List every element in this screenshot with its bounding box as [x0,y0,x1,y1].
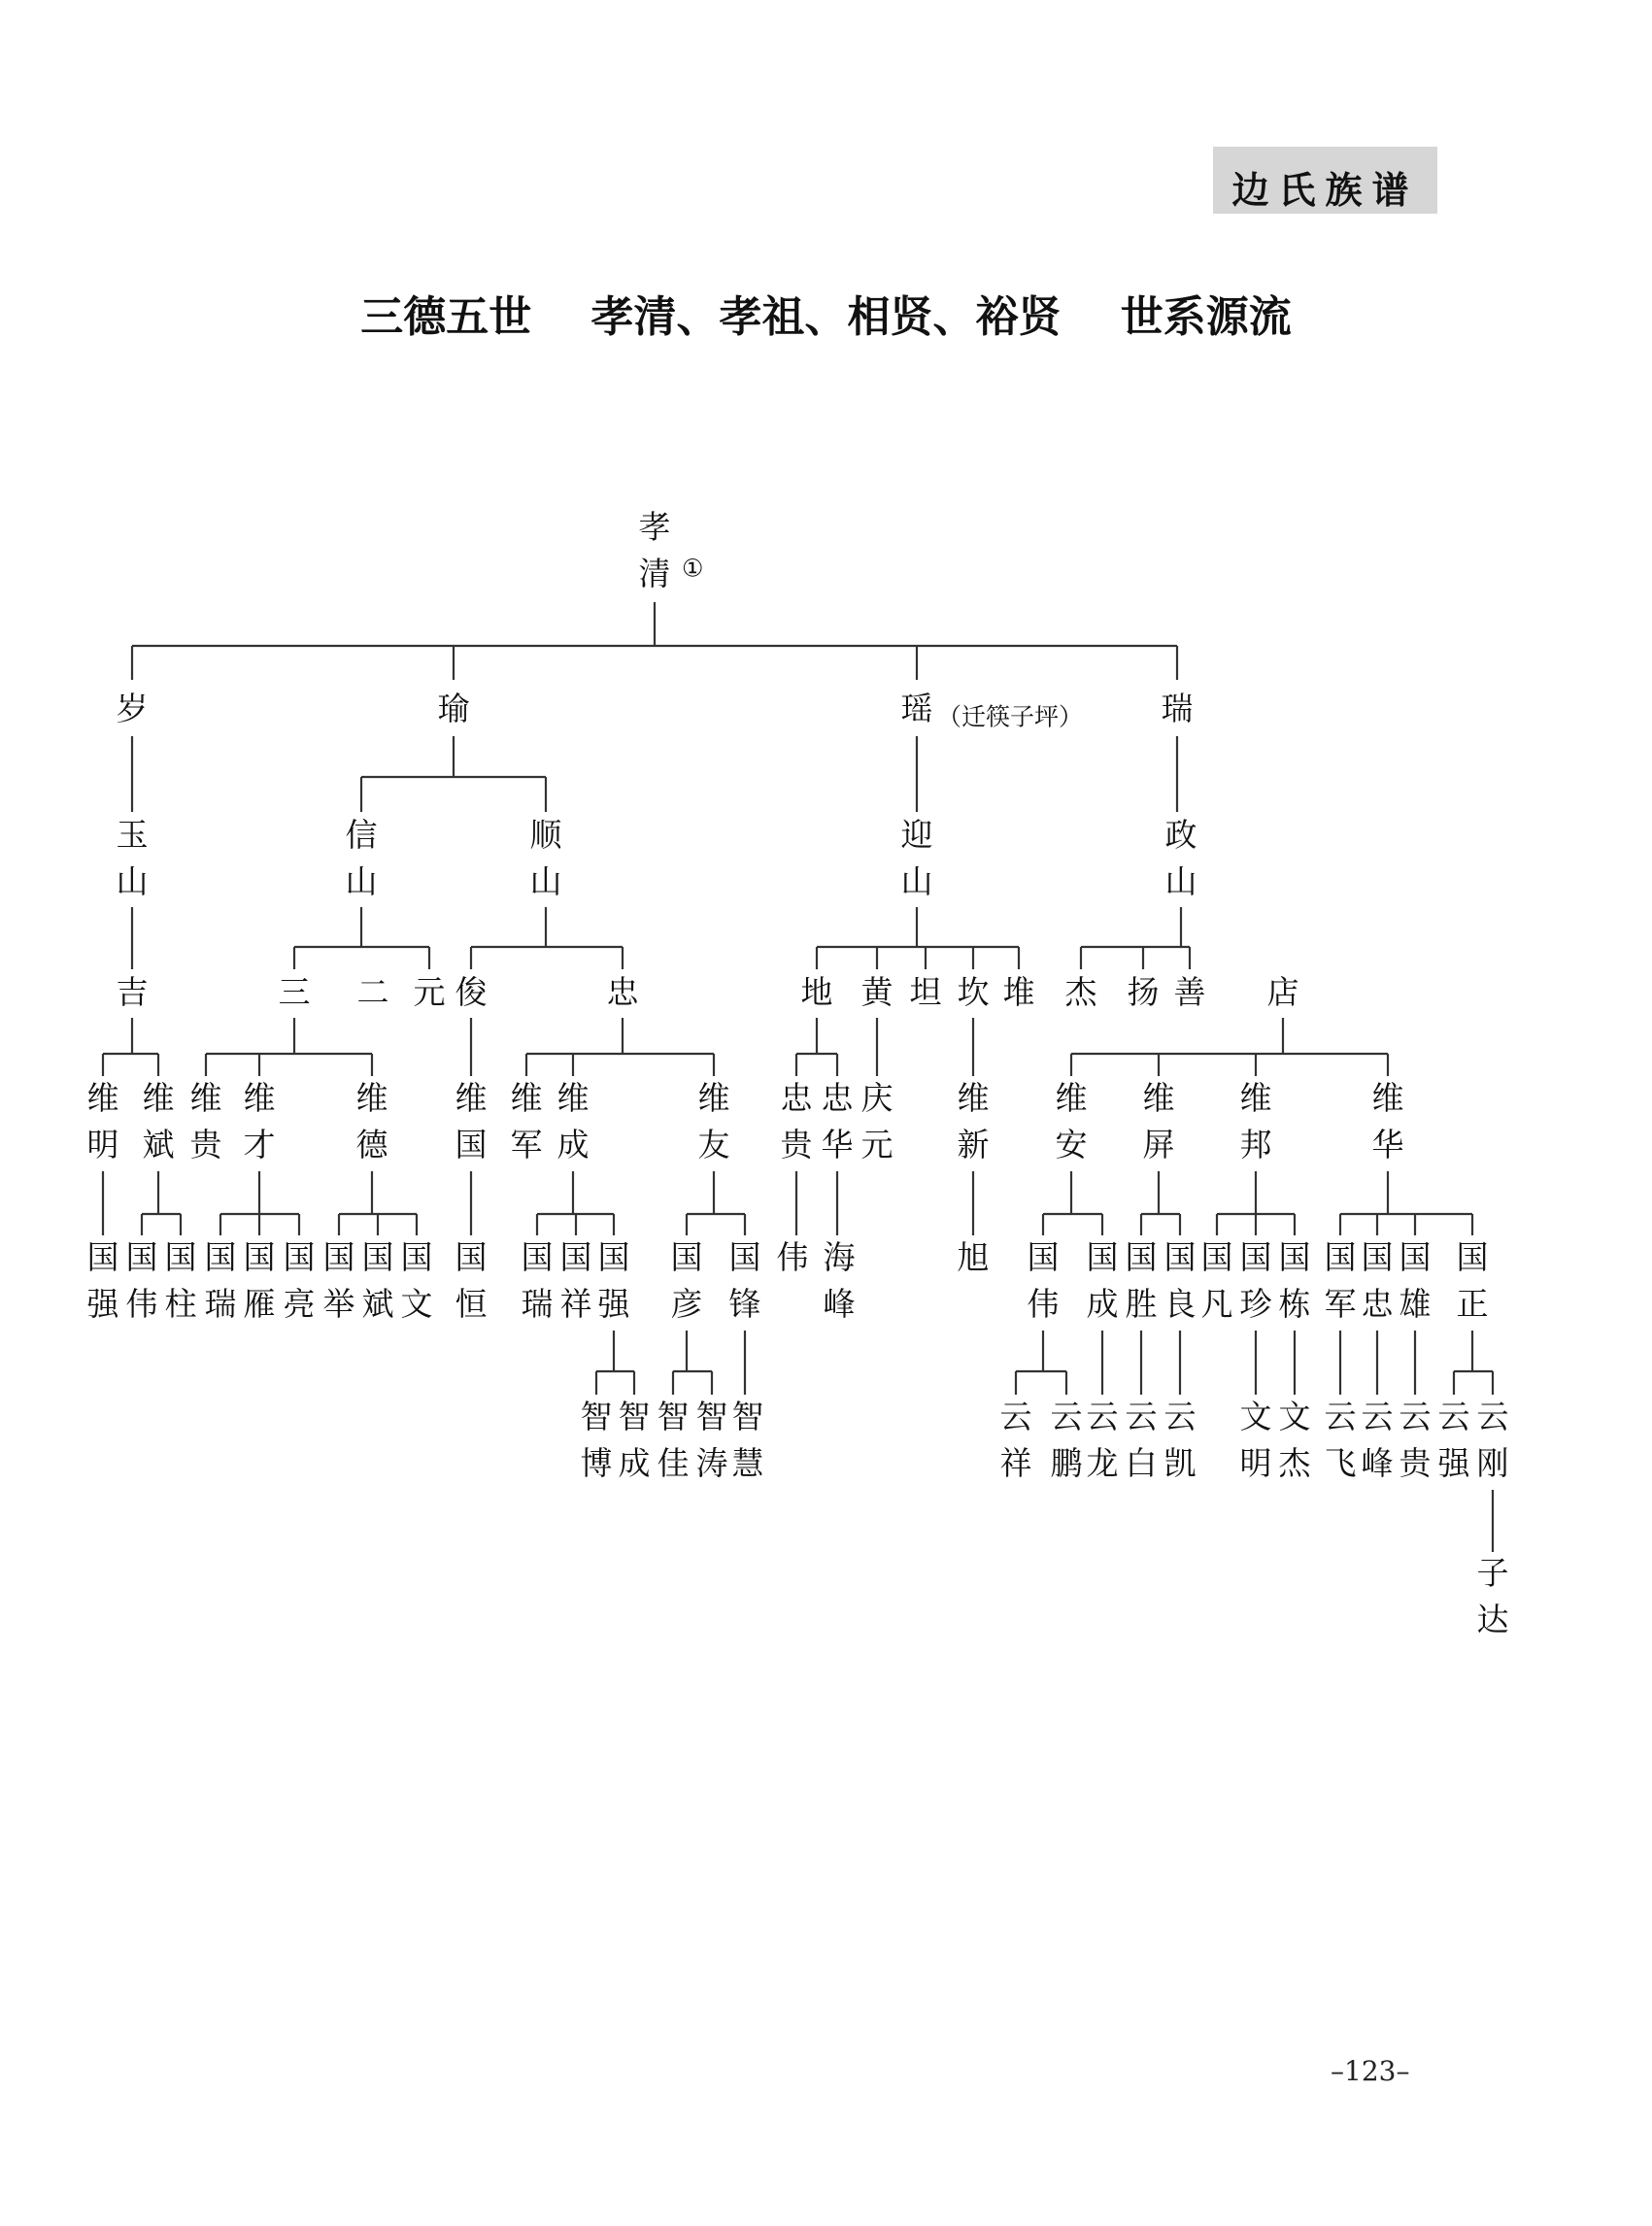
person-name-char: 新 [957,1126,990,1164]
person-g3n [1174,973,1206,1011]
person-g4l [861,1079,893,1164]
person-g2c [530,816,563,900]
person-g5u [1126,1238,1158,1323]
person-name: 扬 [1127,973,1160,1011]
person-name-char: 雁 [243,1285,276,1323]
person-g5l [560,1238,592,1323]
person-g6l [1279,1398,1312,1482]
person-name-char: 清 [638,555,671,592]
person-name-char: 玉 [116,816,149,854]
person-g5c [165,1238,197,1323]
person-g7a [1477,1554,1509,1638]
person-name-char: 雄 [1399,1285,1432,1323]
person-name: 瑞 [1161,690,1194,727]
person-name-char: 云 [1125,1398,1158,1435]
person-name-char: 国 [521,1238,554,1276]
person-name-char: 军 [510,1126,543,1164]
person-name-char: 华 [821,1126,854,1164]
person-name-char: 斌 [361,1285,394,1323]
person-g6j [1164,1398,1197,1482]
person-name-char: 维 [243,1079,276,1117]
page-number: –123– [1331,2055,1410,2087]
person-name-char: 国 [1027,1238,1060,1276]
person-name: 地 [800,973,833,1011]
person-name-char: 国 [1361,1238,1394,1276]
person-g6p [1438,1398,1471,1482]
person-name-char: 智 [580,1398,613,1435]
person-g1d [1162,690,1194,727]
person-g3i [910,973,942,1011]
person-g3g [801,973,833,1011]
person-g4n [1056,1079,1088,1164]
book-title: 边氏族谱 [1231,169,1419,212]
person-name-char: 白 [1125,1444,1158,1482]
person-name: 店 [1266,973,1299,1011]
person-name-char: 子 [1476,1554,1509,1592]
person-name-char: 凡 [1200,1285,1233,1323]
person-g5g [323,1238,355,1323]
person-name-char: 忠 [1361,1285,1394,1323]
person-g2d [901,816,933,900]
person-g5x [1240,1238,1272,1323]
person-name-char: 云 [1399,1398,1432,1435]
person-name-char: 云 [1163,1398,1197,1435]
person-name-char: 智 [695,1398,728,1435]
person-g5o [729,1238,761,1323]
person-name-char: 国 [283,1238,316,1276]
person-name: 二 [356,973,389,1011]
person-name-char: 佳 [657,1444,690,1482]
person-name-char: 伟 [1027,1285,1060,1323]
person-g3o [1267,973,1299,1011]
person-name-char: 德 [355,1126,388,1164]
person-g4e [356,1079,389,1164]
person-name-char: 孝 [638,508,671,546]
person-name-char: 维 [697,1079,730,1117]
person-g4h [557,1079,590,1164]
person-name-char: 国 [559,1238,592,1276]
person-name-char: 达 [1476,1601,1509,1638]
person-name-char: 国 [361,1238,394,1276]
person-name-char: 强 [597,1285,630,1323]
person-name-char: 维 [189,1079,222,1117]
person-name-char: 彦 [670,1285,703,1323]
person-name-char: 成 [1086,1285,1119,1323]
person-g3d [414,973,446,1011]
person-name-char: 维 [355,1079,388,1117]
person-name-char: 维 [957,1079,990,1117]
person-name-char: 举 [322,1285,355,1323]
person-g5h [362,1238,394,1323]
person-g5p [777,1238,809,1276]
person-g6f [1000,1398,1032,1482]
person-g4k [822,1079,855,1164]
person-name-char: 栋 [1278,1285,1311,1323]
person-name-char: 贵 [1399,1444,1432,1482]
person-g3k [1003,973,1035,1011]
person-g5s [1028,1238,1060,1323]
person-g5aa [1362,1238,1395,1323]
person-name-char: 强 [86,1285,119,1323]
person-name-char: 文 [1278,1398,1311,1435]
person-g5f [284,1238,316,1323]
person-name-char: 亮 [283,1285,316,1323]
person-name-char: 国 [1086,1238,1119,1276]
person-name-char: 顺 [529,816,562,854]
person-name: 堆 [1002,973,1035,1011]
person-name-char: 山 [1164,862,1197,900]
person-name-char: 维 [455,1079,488,1117]
person-name-char: 智 [618,1398,651,1435]
tree-names [87,508,1509,1638]
person-g4q [1372,1079,1404,1164]
person-name-char: 国 [400,1238,433,1276]
person-name-char: 迎 [900,816,933,854]
person-g3h [861,973,895,1011]
person-name: 吉 [116,973,149,1011]
person-name-char: 成 [556,1126,590,1164]
person-name-char: 山 [900,862,933,900]
person-name-char: 国 [1456,1238,1489,1276]
person-g2a [117,816,149,900]
person-name-char: 维 [556,1079,590,1117]
person-name-char: 政 [1164,816,1197,854]
person-name-char: 山 [345,862,378,900]
person-g5d [205,1238,237,1323]
person-name-char: 维 [1142,1079,1175,1117]
person-name-char: 云 [1437,1398,1470,1435]
person-g6e [732,1398,764,1482]
person-name: 黄 [860,973,893,1011]
person-name-char: 国 [86,1238,119,1276]
person-name-char: 云 [999,1398,1032,1435]
person-g3c [357,973,389,1011]
person-g6n [1362,1398,1394,1482]
person-name-char: 忠 [821,1079,854,1117]
person-name-char: 国 [1200,1238,1233,1276]
person-g6d [696,1398,728,1482]
person-name: 坎 [957,973,990,1011]
person-name-char: 才 [243,1126,276,1164]
person-name-char: 国 [1163,1238,1197,1276]
person-g6c [657,1398,690,1482]
person-name-char: 祥 [999,1444,1032,1482]
person-name-char: 国 [1278,1238,1311,1276]
person-name-char: 珍 [1239,1285,1272,1323]
person-name-char: 慧 [731,1444,764,1482]
person-name-char: 正 [1456,1285,1489,1323]
person-name-char: 祥 [559,1285,592,1323]
person-name-char: 维 [510,1079,543,1117]
person-name-char: 恒 [455,1285,488,1323]
person-name-char: 锋 [728,1285,761,1323]
person-name-char: 国 [455,1238,488,1276]
migration-note: （迁筷子坪） [937,702,1084,731]
person-name-char: 龙 [1086,1444,1119,1482]
person-name-char: 瑞 [204,1285,237,1323]
person-name-char: 旭 [957,1238,990,1276]
person-name-char: 鹏 [1050,1444,1083,1482]
person-name: 善 [1173,973,1206,1011]
person-r [639,508,671,592]
person-g5t [1087,1238,1119,1323]
person-name-char: 忠 [780,1079,813,1117]
person-g5v [1164,1238,1197,1323]
person-name-char: 国 [164,1238,197,1276]
person-name-char: 维 [86,1079,119,1117]
person-name-char: 屏 [1142,1126,1175,1164]
person-g5j [455,1238,488,1323]
person-name-char: 国 [670,1238,703,1276]
person-g5y [1279,1238,1312,1323]
person-name-char: 贵 [189,1126,222,1164]
page-title: 三德五世 孝清、孝祖、相贤、裕贤 世系源流 [360,292,1292,342]
person-name: 杰 [1064,973,1097,1011]
person-g6k [1240,1398,1272,1482]
person-g1a [117,690,149,727]
person-name-char: 安 [1055,1126,1088,1164]
person-g4f [455,1079,488,1164]
person-name-char: 飞 [1324,1444,1357,1482]
person-name-char: 邦 [1239,1126,1272,1164]
person-name-char: 信 [345,816,378,854]
person-name-char: 国 [597,1238,630,1276]
person-name-char: 维 [1055,1079,1088,1117]
person-name-char: 智 [657,1398,690,1435]
person-g4i [698,1079,730,1164]
person-g5z [1325,1238,1357,1323]
person-name: 瑜 [437,690,470,727]
person-name-char: 元 [860,1126,893,1164]
person-name-char: 智 [731,1398,764,1435]
person-g5a [87,1238,120,1323]
person-name-char: 华 [1371,1126,1404,1164]
person-g5w [1201,1238,1233,1323]
person-name-char: 峰 [823,1285,856,1323]
person-g5n [671,1238,703,1323]
person-name-char: 友 [697,1126,730,1164]
person-g3l [1065,973,1098,1011]
person-name-char: 国 [728,1238,761,1276]
person-g3j [958,973,990,1011]
person-name-char: 杰 [1278,1444,1311,1482]
person-g1b [438,690,470,727]
person-g4j [781,1079,815,1164]
person-name-char: 明 [86,1126,119,1164]
person-g6a [581,1398,613,1482]
person-g1c [901,690,933,727]
person-name-char: 国 [204,1238,237,1276]
person-name-char: 刚 [1476,1444,1509,1482]
person-name-char: 斌 [142,1126,175,1164]
person-g5ab [1399,1238,1432,1323]
person-name-char: 军 [1324,1285,1357,1323]
person-g5ac [1457,1238,1489,1323]
person-name-char: 柱 [164,1285,197,1323]
person-g6b [619,1398,651,1482]
person-name-char: 国 [1125,1238,1158,1276]
person-name: 岁 [116,690,149,727]
person-g4o [1143,1079,1175,1164]
person-name-char: 云 [1476,1398,1509,1435]
person-name-char: 国 [1239,1238,1272,1276]
person-name-char: 国 [243,1238,276,1276]
person-g4m [958,1079,990,1164]
person-name-char: 文 [400,1285,433,1323]
person-g4c [190,1079,224,1164]
person-name-char: 伟 [776,1238,809,1276]
person-name: 三 [278,973,311,1011]
person-name-char: 维 [142,1079,175,1117]
person-name: 俊 [455,973,488,1011]
person-name-char: 云 [1361,1398,1394,1435]
person-g6q [1477,1398,1509,1482]
footnote-marker: ① [682,554,704,583]
person-g4d [244,1079,276,1164]
person-g4g [511,1079,543,1164]
person-name-char: 峰 [1361,1444,1394,1482]
person-g6o [1399,1398,1433,1482]
person-name-char: 胜 [1125,1285,1158,1323]
person-name: 忠 [606,973,639,1011]
person-name-char: 文 [1239,1398,1272,1435]
person-name-char: 强 [1437,1444,1470,1482]
person-g3a [117,973,149,1011]
person-name-char: 国 [1324,1238,1357,1276]
person-name-char: 瑞 [521,1285,554,1323]
person-g5i [401,1238,433,1323]
person-g6g [1051,1398,1083,1482]
person-name: 元 [413,973,446,1011]
person-name-char: 良 [1163,1285,1197,1323]
person-g5b [126,1238,158,1323]
person-g6m [1325,1398,1357,1482]
person-g5r [958,1238,990,1276]
person-name-char: 云 [1050,1398,1083,1435]
person-g5m [598,1238,631,1323]
person-name-char: 贵 [780,1126,813,1164]
person-name-char: 庆 [860,1079,893,1117]
person-name-char: 国 [322,1238,355,1276]
person-g5e [244,1238,276,1323]
person-g3f [607,973,640,1011]
person-g4b [143,1079,175,1164]
person-name-char: 山 [529,862,562,900]
person-name: 瑶 [900,690,933,727]
person-name-char: 云 [1324,1398,1357,1435]
person-name-char: 凯 [1163,1444,1197,1482]
person-g3m [1128,973,1160,1011]
person-name-char: 云 [1086,1398,1119,1435]
person-g4a [87,1079,119,1164]
person-name-char: 博 [580,1444,613,1482]
person-g5k [522,1238,554,1323]
person-g3b [279,973,311,1011]
person-g6h [1087,1398,1119,1482]
person-g6i [1126,1398,1158,1482]
person-g5q [824,1238,856,1323]
person-name: 坦 [909,973,942,1011]
person-name-char: 维 [1239,1079,1272,1117]
person-name-char: 海 [823,1238,856,1276]
person-g4p [1240,1079,1272,1164]
person-name-char: 山 [116,862,149,900]
person-name-char: 维 [1371,1079,1404,1117]
person-name-char: 明 [1239,1444,1272,1482]
person-name-char: 国 [125,1238,158,1276]
person-g2b [346,816,378,900]
person-name-char: 成 [618,1444,651,1482]
person-g2e [1165,816,1197,900]
person-name-char: 国 [1399,1238,1432,1276]
person-name-char: 国 [455,1126,488,1164]
person-name-char: 伟 [125,1285,158,1323]
person-name-char: 涛 [695,1444,728,1482]
person-g3e [455,973,488,1011]
